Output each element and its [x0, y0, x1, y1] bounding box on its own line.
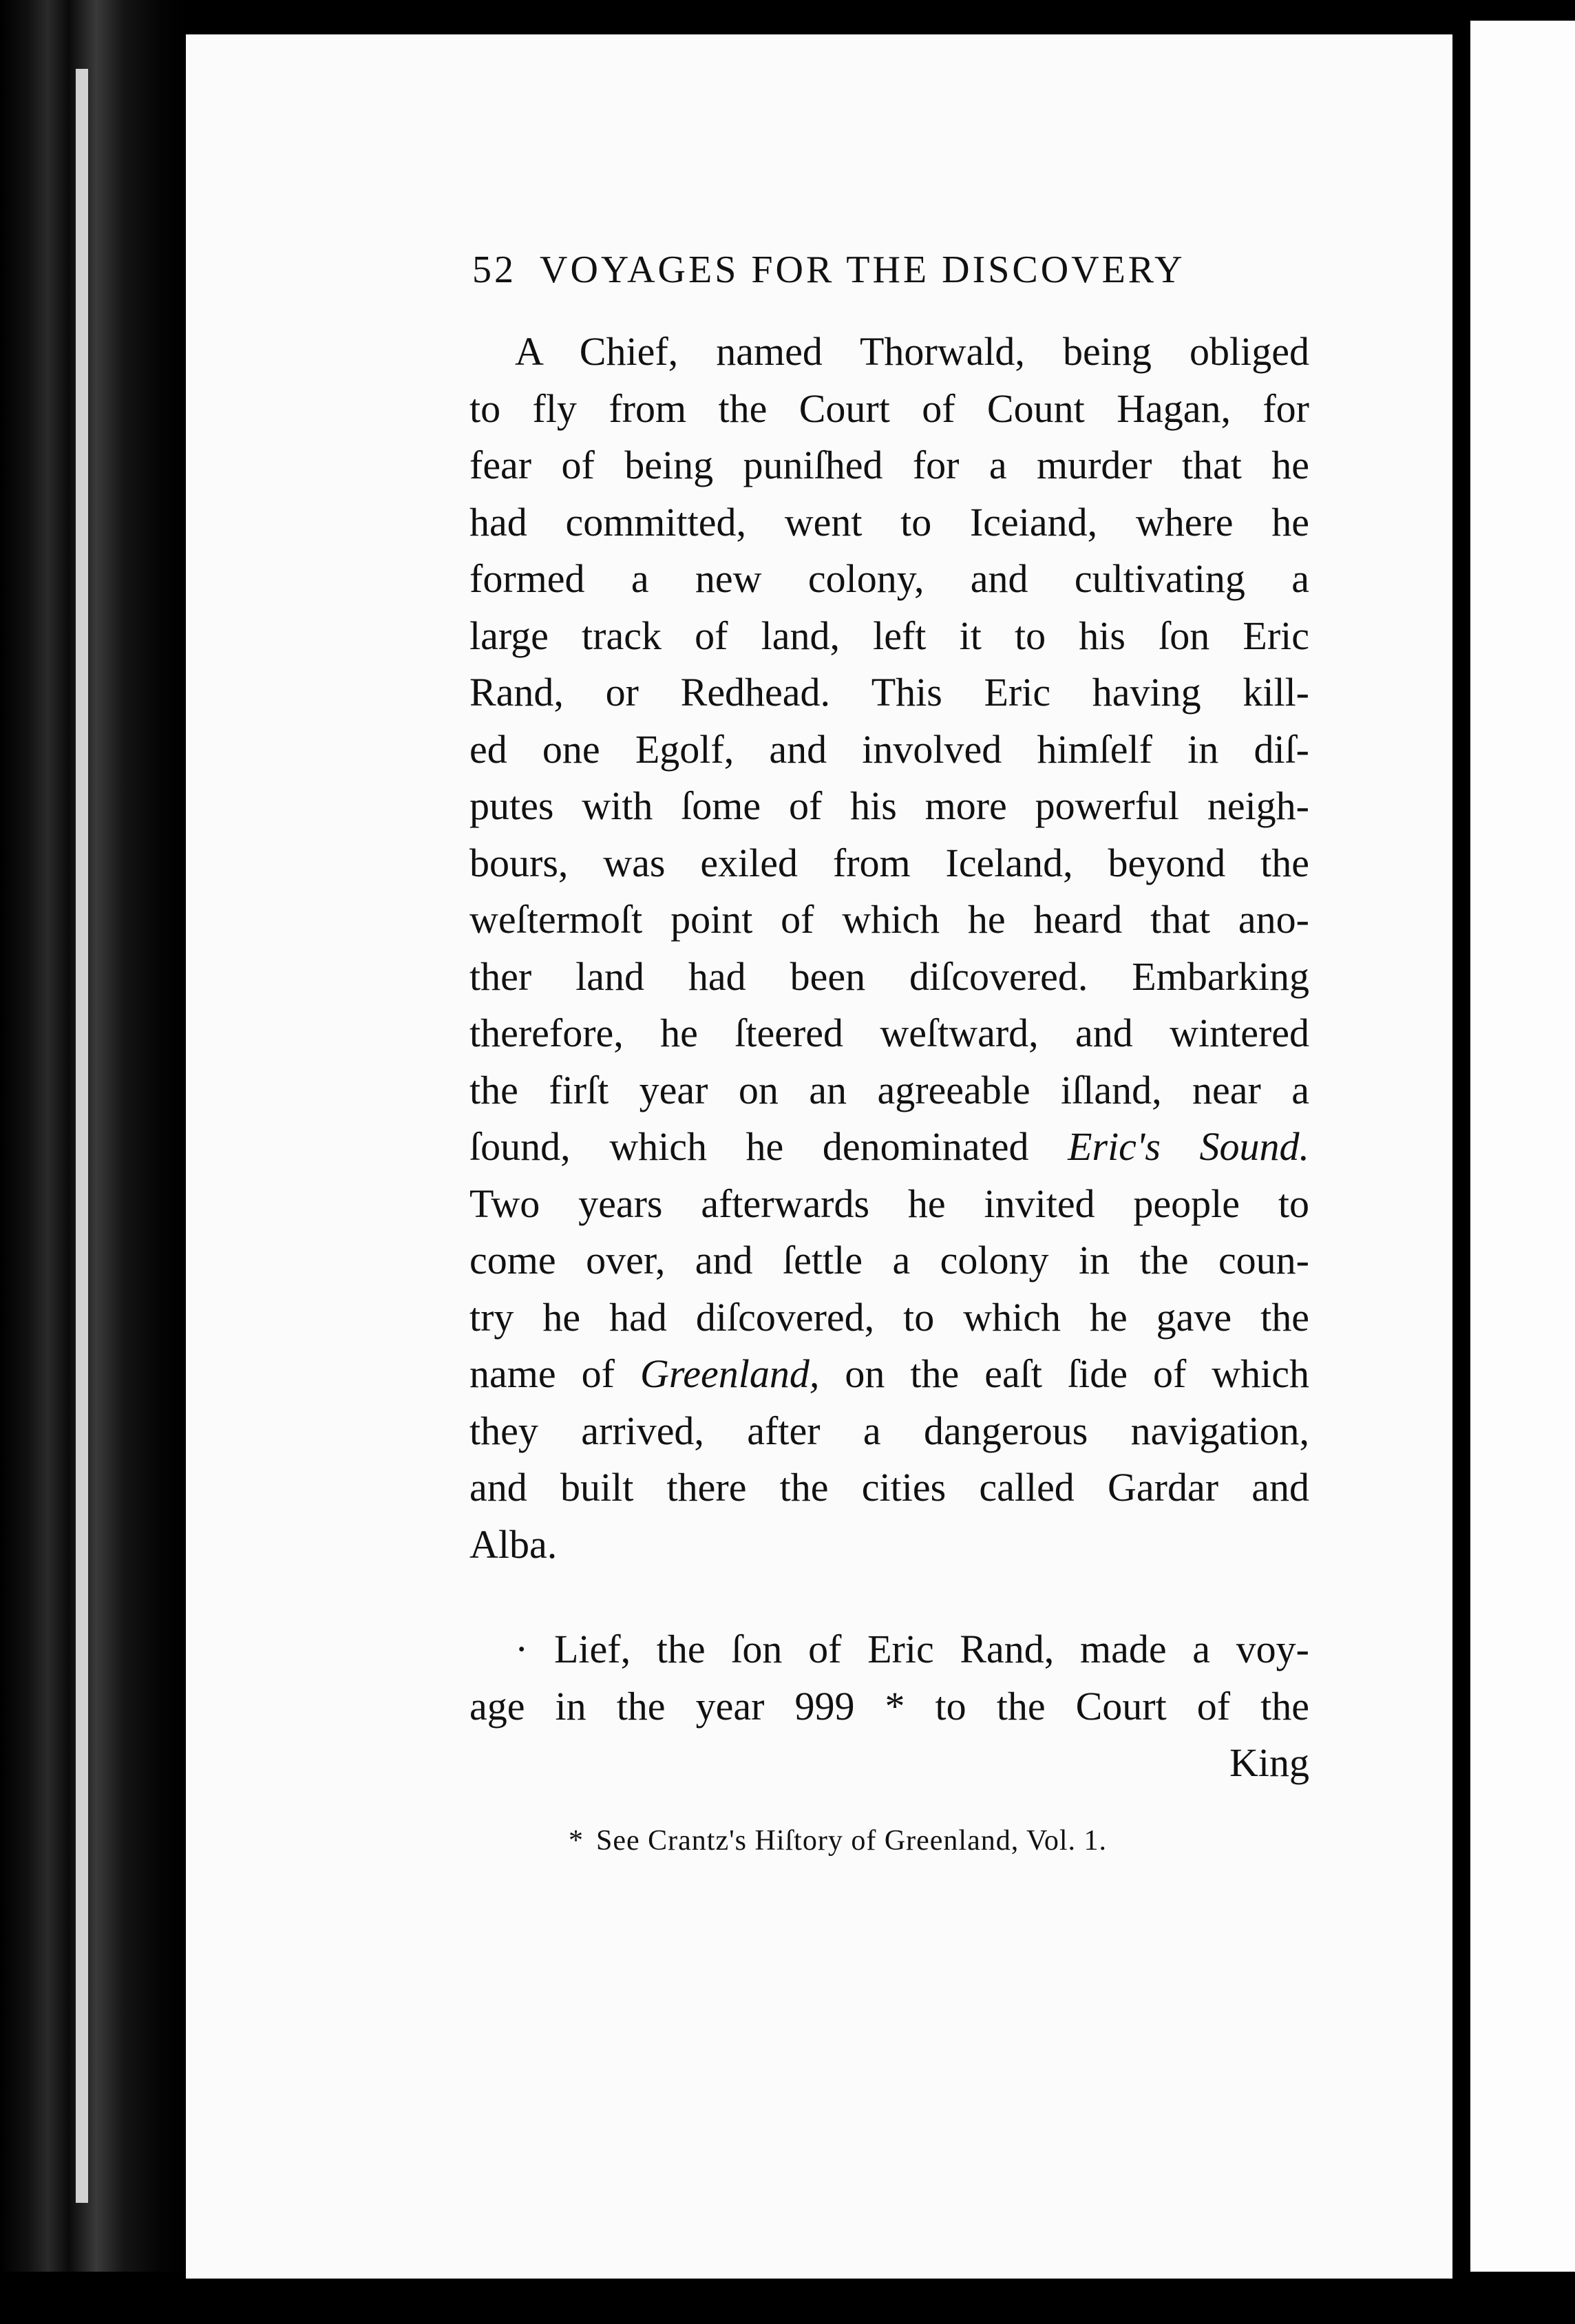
- book-gutter: [0, 0, 186, 2324]
- text-line: try he had diſcovered, to which he gave the: [469, 1294, 1309, 1340]
- text-segment: on the eaſt ſide of which: [845, 1351, 1310, 1396]
- paragraph-thorwald: [469, 324, 1309, 1573]
- footnote-text: See Crantz's Hiſtory of Greenland, Vol. 1.: [596, 1825, 1108, 1857]
- text-line: ed one Egolf, and involved himſelf in diſ-: [469, 726, 1309, 772]
- text-line: the firſt year on an agreeable iſland, near a: [469, 1067, 1309, 1112]
- text-line: ther land had been diſcovered. Embarking: [469, 953, 1309, 999]
- facing-page-strip: [1470, 21, 1575, 2285]
- text-line: had committed, went to Iceiand, where he: [469, 499, 1309, 545]
- text-line: to fly from the Court of Count Hagan, for: [469, 385, 1309, 431]
- text-line: Rand, or Redhead. This Eric having kill-: [469, 670, 1309, 715]
- italic-phrase: Eric's Sound.: [1068, 1124, 1309, 1169]
- text-line: come over, and ſettle a colony in the coun-: [469, 1238, 1309, 1282]
- text-line: they arrived, after a dangerous navigation,: [469, 1408, 1309, 1453]
- text-segment: name of: [469, 1351, 615, 1396]
- catchword: King: [1229, 1740, 1309, 1785]
- text-line: formed a new colony, and cultivating a: [469, 556, 1309, 601]
- text-line: · Lief, the ſon of Eric Rand, made a voy-: [515, 1627, 1309, 1671]
- text-line: Two years afterwards he invited people to: [469, 1181, 1309, 1226]
- text-line: large track of land, left it to his ſon Eric: [469, 613, 1309, 658]
- italic-phrase: Greenland,: [639, 1351, 820, 1396]
- paragraph-lief: [469, 1621, 1309, 1792]
- page-edge-strip: [76, 69, 88, 2203]
- text-line: [469, 1346, 1309, 1403]
- text-line: weſtermoſt point of which he heard that ano-: [469, 897, 1309, 942]
- text-line: Alba.: [469, 1521, 558, 1567]
- footnote: [569, 1824, 1107, 1857]
- text-line: fear of being puniſhed for a murder that he: [469, 443, 1309, 487]
- text-line: A Chief, named Thorwald, being obliged: [515, 329, 1309, 374]
- running-head-title: VOYAGES FOR THE DISCOVERY: [540, 249, 1185, 291]
- text-line: therefore, he ſteered weſtward, and wintered: [469, 1011, 1309, 1055]
- running-head: [472, 248, 1271, 292]
- text-line: bours, was exiled from Iceland, beyond the: [469, 840, 1309, 885]
- page-divider: [1452, 0, 1470, 2324]
- footnote-marker: *: [569, 1825, 584, 1857]
- page-number: 52: [472, 249, 516, 291]
- text-line: putes with ſome of his more powerful neigh-: [469, 783, 1309, 828]
- text-line: and built there the cities called Gardar and: [469, 1465, 1309, 1510]
- text-segment: ſound, which he denominated: [469, 1124, 1029, 1169]
- scan-border: [0, 2272, 1575, 2324]
- text-line: age in the year 999 * to the Court of the: [469, 1683, 1309, 1729]
- text-line: [469, 1119, 1309, 1176]
